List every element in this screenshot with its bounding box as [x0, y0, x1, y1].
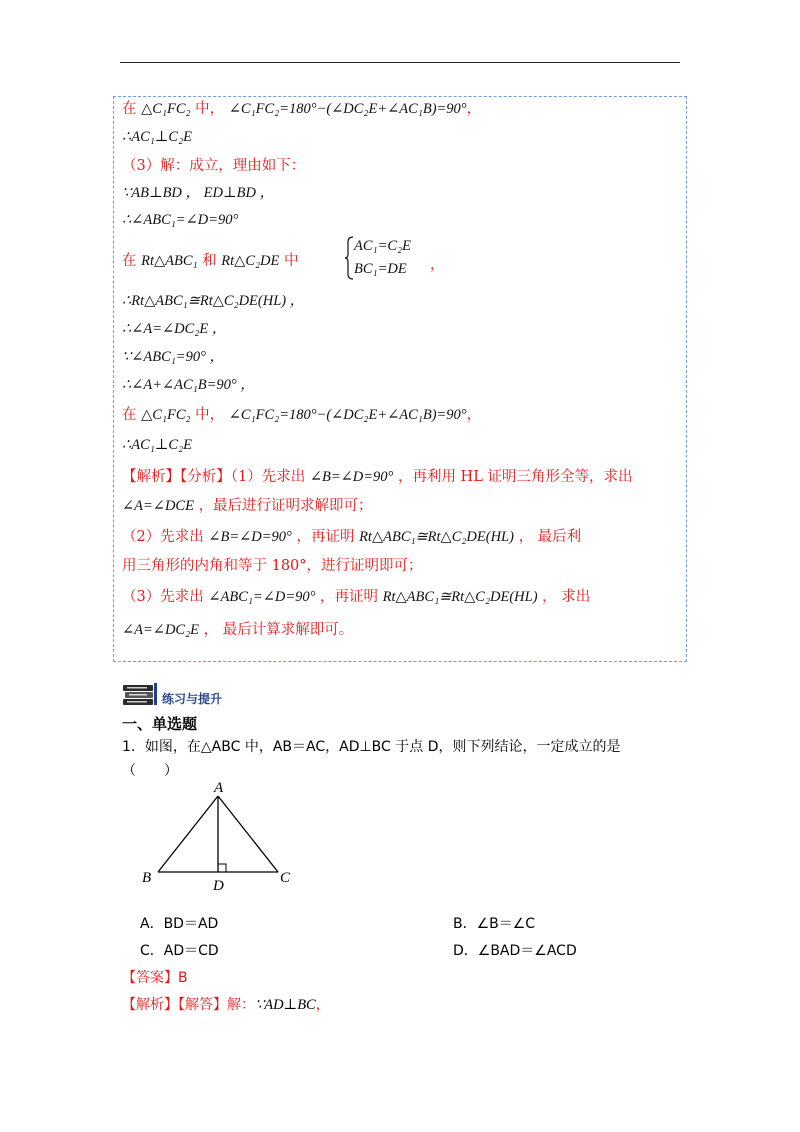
analysis-line-4: 用三角形的内角和等于 180°，进行证明即可；: [122, 558, 423, 574]
text: ， 求出: [542, 589, 591, 605]
math: Rt△ABC₁: [141, 253, 198, 269]
label-b: B: [142, 870, 152, 886]
solution-line-8: ∴∠A=∠DC₂E ，: [122, 321, 227, 337]
text: 在: [122, 101, 137, 117]
label-a: A: [214, 780, 224, 796]
solution-line-6: [122, 252, 298, 270]
text: 中，: [195, 407, 225, 423]
text: 在: [122, 253, 137, 269]
solution-line-7: ∴Rt△ABC₁≅Rt△C₂DE(HL) ，: [122, 293, 305, 309]
option-a: A．BD＝AD: [140, 916, 219, 932]
analysis-tag: 【解析】【分析】: [122, 469, 231, 485]
text: ，再利用 HL 证明三角形全等，求出: [397, 469, 633, 485]
analysis-line-2: [122, 497, 373, 515]
analysis-line-6: [122, 621, 353, 639]
math: △C₁FC₂: [141, 101, 191, 117]
label-d: D: [213, 878, 224, 894]
analysis-line-1: [122, 468, 632, 486]
side-ab: [158, 796, 218, 872]
text: 中，: [195, 101, 225, 117]
option-d: D．∠BAD＝∠ACD: [453, 943, 577, 959]
text: ，: [466, 101, 482, 117]
analysis-tag: 【解析】【解答】: [122, 997, 227, 1013]
math: △C₁FC₂: [141, 407, 191, 423]
option-b: B．∠B＝∠C: [453, 916, 536, 932]
question-paren: （ ）: [122, 763, 178, 779]
text: （2）先求出: [122, 529, 204, 545]
math: ∠A=∠DC₂E: [122, 622, 199, 638]
math: Rt△C₂DE: [221, 253, 280, 269]
math: ∠B=∠D=90°: [309, 469, 394, 485]
analysis-line-3: [122, 528, 581, 546]
analysis-line: [122, 994, 330, 1014]
text: 中: [283, 253, 299, 269]
answer-value: B: [178, 970, 188, 986]
answer-line: [122, 967, 188, 987]
math: ∠C₁FC₂=180°−(∠DC₂E+∠AC₁B)=90°: [228, 101, 467, 117]
solution-line-9: ∵∠ABC₁=90° ，: [122, 349, 225, 365]
math: ∠A=∠DCE: [122, 498, 194, 514]
section-title: 练习与提升: [162, 692, 223, 706]
text: 在: [122, 407, 137, 423]
text: ， 最后利: [518, 529, 582, 545]
brace-icon: [344, 236, 354, 280]
header-rule: [120, 62, 680, 63]
solution-line-2: ∴AC₁⊥C₂E: [122, 129, 193, 145]
solution-line-1: [122, 100, 481, 118]
text: ，最后进行证明求解即可；: [198, 498, 373, 514]
solution-line-4: ∵AB⊥BD ， ED⊥BD ，: [122, 185, 275, 201]
solution-line-5: ∴∠ABC₁=∠D=90°: [122, 212, 239, 228]
solution-line-3: （3）解：成立，理由如下：: [122, 158, 306, 174]
solution-line-12: ∴AC₁⊥C₂E: [122, 437, 193, 453]
text: 解：: [227, 997, 255, 1013]
label-c: C: [280, 870, 291, 886]
math: ∠ABC₁=∠D=90°: [208, 589, 316, 605]
text: （3）先求出: [122, 589, 204, 605]
text: ，: [466, 407, 482, 423]
math: Rt△ABC₁≅Rt△C₂DE(HL): [359, 529, 514, 545]
system-eq-2: BC₁=DE: [354, 261, 407, 277]
text: ， 最后计算求解即可。: [203, 622, 354, 638]
solution-line-6-end: ，: [430, 257, 445, 273]
answer-tag: 【答案】: [122, 970, 178, 986]
system-eq-1: AC₁=C₂E: [354, 238, 411, 254]
text: 和: [202, 253, 217, 269]
solution-line-11: [122, 406, 481, 424]
math: ∵AD⊥BC: [255, 997, 316, 1013]
math: ∠C₁FC₂=180°−(∠DC₂E+∠AC₁B)=90°: [228, 407, 467, 423]
text: ，再证明: [320, 589, 379, 605]
section-heading: 一、单选题: [122, 715, 198, 733]
text: ，: [315, 997, 330, 1013]
books-icon: [122, 681, 158, 709]
right-angle-mark: [218, 864, 226, 872]
option-c: C．AD＝CD: [140, 943, 219, 959]
solution-line-10: ∴∠A+∠AC₁B=90° ，: [122, 377, 255, 393]
text: ，再证明: [296, 529, 355, 545]
text: （1）先求出: [230, 469, 306, 485]
analysis-line-5: [122, 588, 590, 606]
math: ∠B=∠D=90°: [208, 529, 292, 545]
question-stem: 1．如图，在△ABC 中，AB＝AC，AD⊥BC 于点 D，则下列结论，一定成立的是: [122, 739, 621, 755]
side-ac: [218, 796, 278, 872]
triangle-figure: [138, 780, 308, 895]
math: Rt△ABC₁≅Rt△C₂DE(HL): [382, 589, 538, 605]
